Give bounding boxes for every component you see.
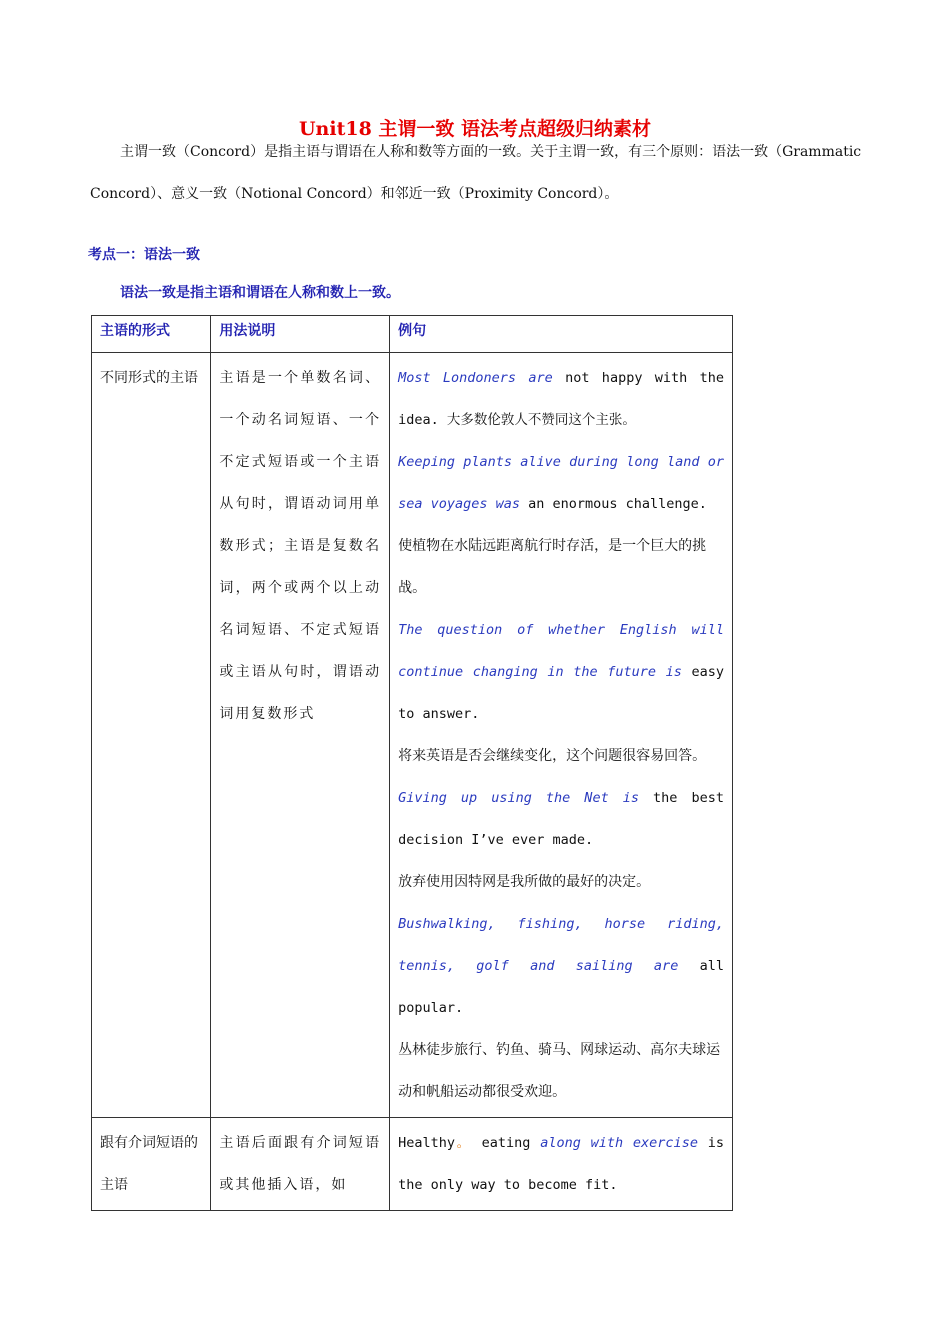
point-heading: 考点一：语法一致 xyxy=(88,247,200,263)
table-row xyxy=(92,353,733,1118)
row-usage: 主语后面跟有介词短语或其他插入语，如 xyxy=(211,1118,390,1211)
document-title: Unit18 主谓一致 语法考点超级归纳素材 xyxy=(298,118,652,140)
row-usage: 主语是一个单数名词、一个动名词短语、一个不定式短语或一个主语从句时，谓语动词用单数形式；主语是复数名词，两个或两个以上动名词短语、不定式短语或主语从句时，谓语动词用复数形式 xyxy=(211,353,390,1118)
example-sentence: The question of whether English will continue changing in the future is easy to answer. xyxy=(398,622,725,722)
row-examples xyxy=(390,1118,733,1211)
example-translation: 丛林徒步旅行、钓鱼、骑马、网球运动、高尔夫球运动和帆船运动都很受欢迎。 xyxy=(398,1042,721,1100)
example-translation: 将来英语是否会继续变化，这个问题很容易回答。 xyxy=(398,748,707,764)
row-form: 不同形式的主语 xyxy=(92,353,211,1118)
table-header-row xyxy=(92,316,733,353)
row-examples xyxy=(390,353,733,1118)
header-example: 例句 xyxy=(390,316,733,353)
example-sentence: Healthy。 eating along with exercise is the only way to become fit. xyxy=(398,1135,725,1193)
example-sentence: Keeping plants alive during long land or sea voyages was an enormous challenge. xyxy=(398,454,724,512)
intro-paragraph: 主谓一致（Concord）是指主语与谓语在人称和数等方面的一致。关于主谓一致，有三个原则：语法一致（Grammatic Concord）、意义一致（Notional Concord）和邻近一致（Proximity Concord）。 xyxy=(90,144,862,202)
example-sentence: Giving up using the Net is the best decision I’ve ever made. xyxy=(398,790,724,848)
header-form: 主语的形式 xyxy=(92,316,211,353)
row-form: 跟有介词短语的主语 xyxy=(92,1118,211,1211)
example-sentence: Most Londoners are not happy with the idea. 大多数伦敦人不赞同这个主张。 xyxy=(398,370,724,428)
table-row xyxy=(92,1118,733,1211)
grammar-table xyxy=(91,315,733,1211)
example-translation: 放弃使用因特网是我所做的最好的决定。 xyxy=(398,874,651,890)
point-subheading: 语法一致是指主语和谓语在人称和数上一致。 xyxy=(120,285,400,301)
header-usage: 用法说明 xyxy=(211,316,390,353)
example-sentence: Bushwalking, fishing, horse riding, tennis, golf and sailing are all popular. xyxy=(398,916,725,1016)
example-translation: 使植物在水陆远距离航行时存活，是一个巨大的挑战。 xyxy=(398,538,707,596)
